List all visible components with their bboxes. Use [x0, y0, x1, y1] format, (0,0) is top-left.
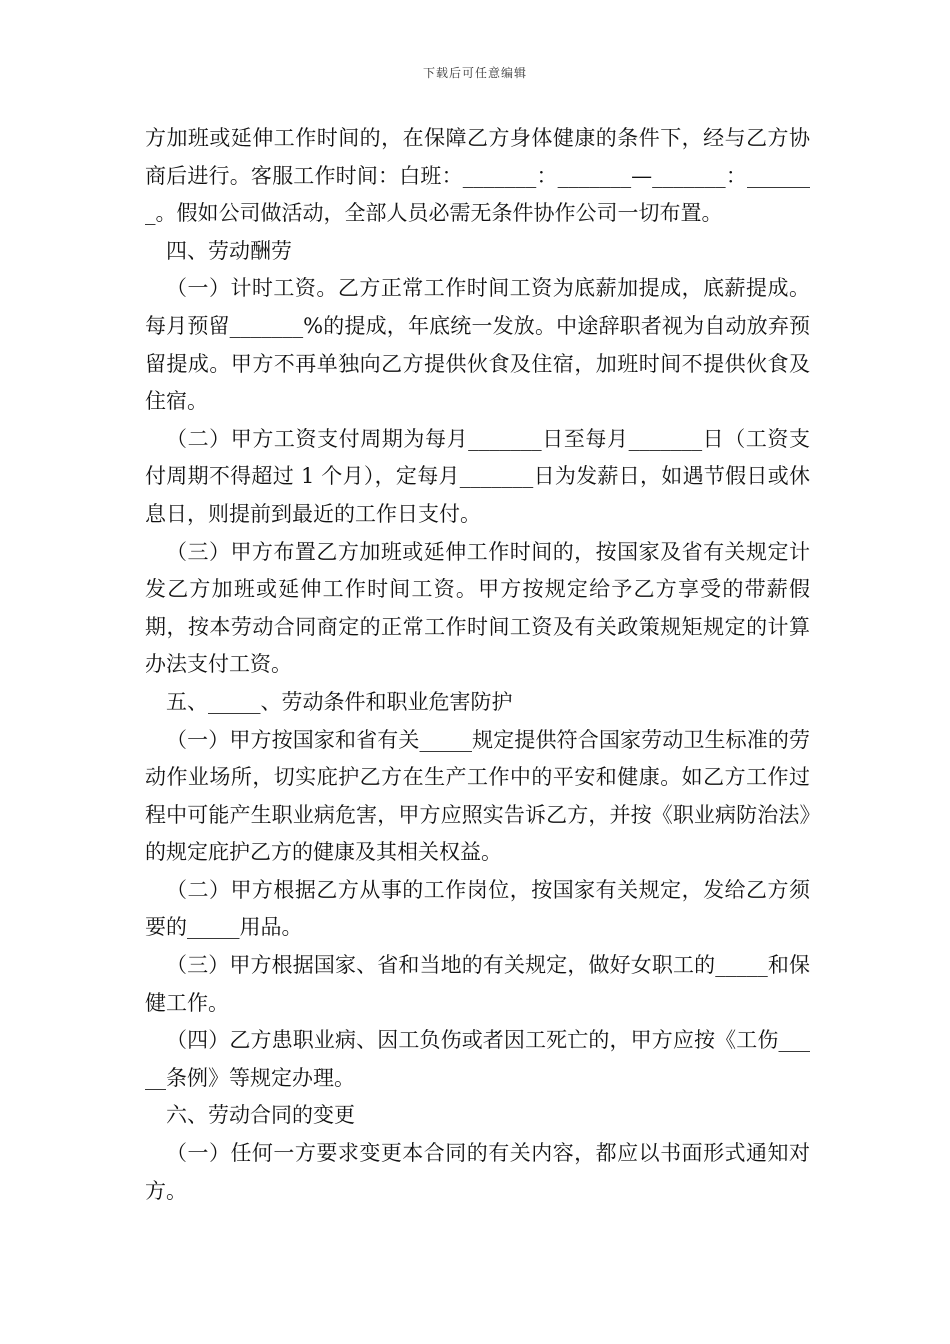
paragraph-work-hours: 方加班或延伸工作时间的，在保障乙方身体健康的条件下，经与乙方协商后进行。客服工作时间：白班：_______：_______—_______：_______。假如公司做活动，全部人员必需无条件协作公司一切布置。	[145, 126, 810, 226]
paragraph-workplace-safety: （一）甲方按国家和省有关_____规定提供符合国家劳动卫生标准的劳动作业场所，切实庇护乙方在生产工作中的平安和健康。如乙方工作过程中可能产生职业病危害，甲方应照实告诉乙方，并按《职业病防治法》的规定庇护乙方的健康及其相关权益。	[145, 727, 810, 865]
paragraph-hourly-wage: （一）计时工资。乙方正常工作时间工资为底薪加提成，底薪提成。每月预留_______%的提成，年底统一发放。中途辞职者视为自动放弃预留提成。甲方不再单独向乙方提供伙食及住宿，加班时间不提供伙食及住宿。	[145, 276, 810, 414]
paragraph-overtime-pay: （三）甲方布置乙方加班或延伸工作时间的，按国家及省有关规定计发乙方加班或延伸工作时间工资。甲方按规定给予乙方享受的带薪假期，按本劳动合同商定的正常工作时间工资及有关政策规矩规定的计算办法支付工资。	[145, 539, 810, 677]
section-heading-remuneration: 四、劳动酬劳	[166, 238, 292, 263]
paragraph-protective-supplies: （二）甲方根据乙方从事的工作岗位，按国家有关规定，发给乙方须要的_____用品。	[145, 877, 810, 940]
section-heading-labor-protection: 五、_____、劳动条件和职业危害防护	[166, 689, 513, 714]
paragraph-written-notice: （一）任何一方要求变更本合同的有关内容，都应以书面形式通知对方。	[145, 1141, 810, 1203]
page-header: 下载后可任意编辑	[422, 66, 527, 80]
paragraph-female-workers: （三）甲方根据国家、省和当地的有关规定，做好女职工的_____和保健工作。	[145, 953, 810, 1015]
section-heading-contract-change: 六、劳动合同的变更	[166, 1103, 355, 1128]
paragraph-pay-cycle: （二）甲方工资支付周期为每月_______日至每月_______日（工资支付周期不得超过 1 个月），定每月_______日为发薪日，如遇节假日或休息日，则提前到最近的工作日支付。	[145, 426, 810, 526]
paragraph-work-injury: （四）乙方患职业病、因工负伤或者因工死亡的，甲方应按《工伤_____条例》等规定办理。	[145, 1028, 810, 1090]
document-body	[145, 120, 810, 1210]
